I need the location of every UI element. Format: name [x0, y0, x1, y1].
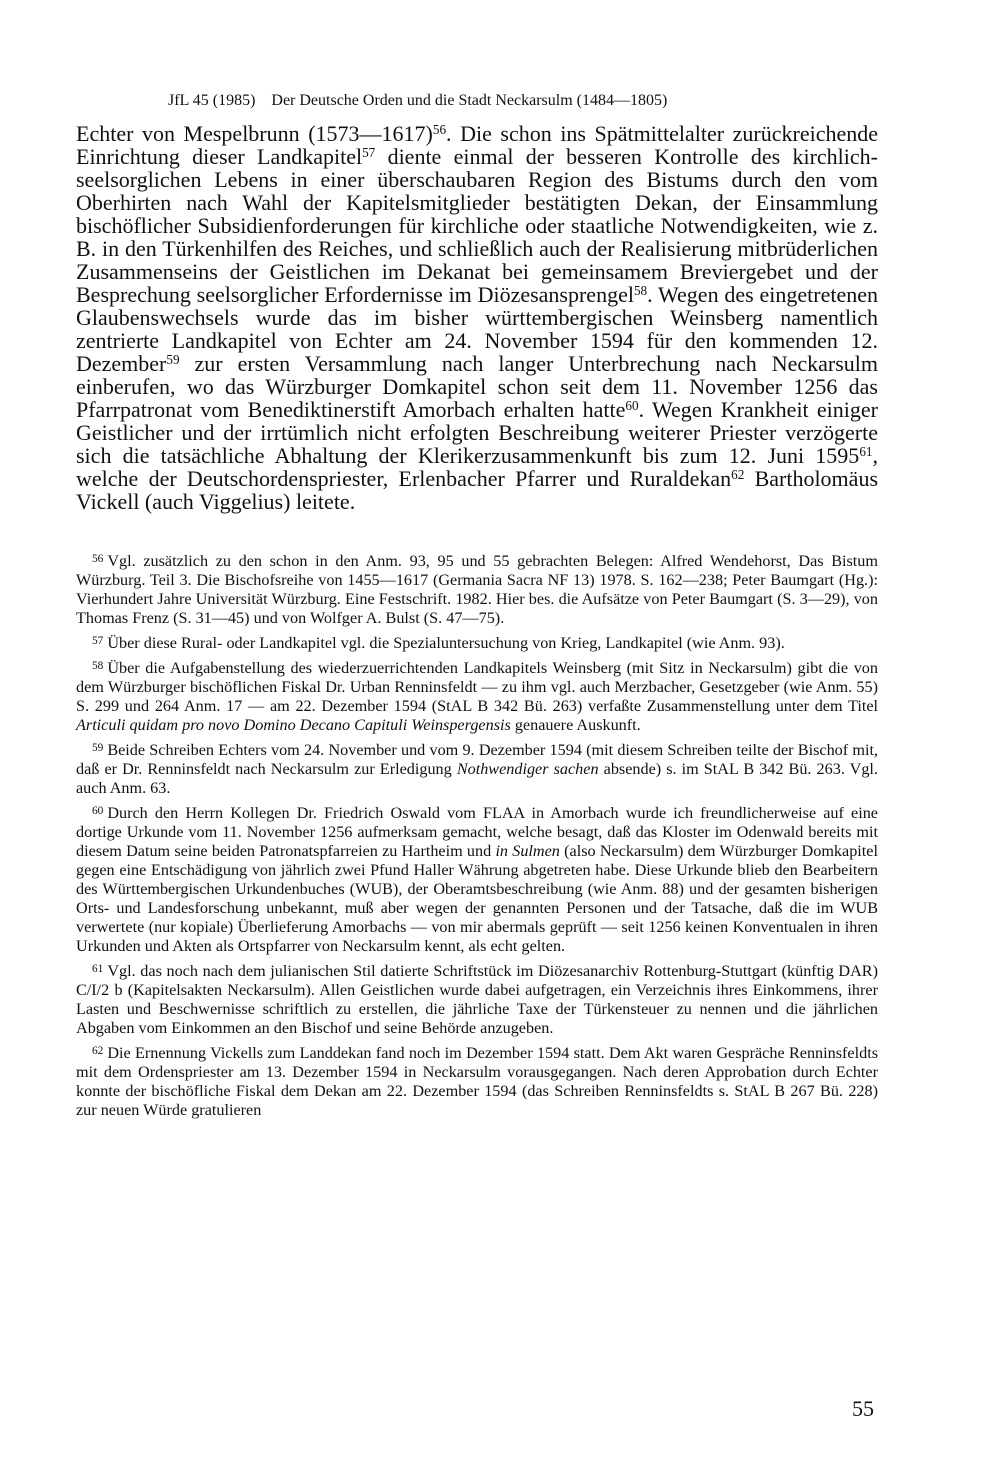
footnote-62 — [76, 1042, 878, 1120]
running-head — [168, 92, 878, 110]
footnote-number: 58 — [92, 659, 104, 672]
body-text-segment: zur ersten Versammlung nach langer Unterbrechung nach Neckarsulm einberufen, wo das Würzburger Domkapitel schon seit dem 11. November 1256 das Pfarrpatronat vom Benediktinerstift Amorbach erhalten hatte — [76, 351, 878, 422]
footnote-text: absende) s. im StAL B 342 Bü. 263. Vgl. auch Anm. 63. — [76, 759, 878, 797]
journal-citation: JfL 45 (1985) — [168, 92, 256, 109]
footnote-ref-61[interactable]: 61 — [859, 443, 873, 459]
footnote-number: 59 — [92, 741, 104, 754]
footnote-number: 57 — [92, 634, 104, 647]
footnote-58 — [76, 657, 878, 735]
footnote-number: 60 — [92, 804, 104, 817]
footnote-ref-59[interactable]: 59 — [166, 351, 180, 367]
footnote-57 — [76, 632, 878, 653]
footnote-56 — [76, 550, 878, 628]
footnote-number: 62 — [92, 1044, 104, 1057]
footnote-text: genauere Auskunft. — [510, 715, 641, 734]
footnote-text: Durch den Herrn Kollegen Dr. Friedrich Oswald vom FLAA in Amorbach wurde ich freundlicherweise auf eine dortige Urkunde vom 11. November 1256 aufmerksam gemacht, welche besagt, daß das Kloster im Odenwald bereits mit diesem Datum seine beiden Patronatspfarreien zu Hartheim und — [76, 803, 878, 860]
footnote-text: Beide Schreiben Echters vom 24. November und vom 9. Dezember 1594 (mit diesem Schreiben teilte der Bischof mit, daß er Dr. Renninsfeldt nach Neckarsulm zur Erledigung — [76, 740, 878, 778]
body-text-segment: . Die schon ins Spätmittelalter zurückreichende Einrichtung dieser Landkapitel — [76, 121, 878, 169]
footnote-ref-62[interactable]: 62 — [731, 466, 745, 482]
footnote-59 — [76, 739, 878, 798]
body-text-segment: . Wegen Krankheit einiger Geistlicher und der irrtümlich nicht erfolgten Beschreibung weiterer Priester verzögerte sich die tatsächliche Abhaltung der Klerikerzusammenkunft bis zum 12. Juni 1595 — [76, 397, 878, 468]
footnotes — [76, 550, 878, 1120]
page-content — [76, 92, 878, 1124]
footnote-61 — [76, 960, 878, 1038]
body-text-segment: . Wegen des eingetretenen Glaubenswechsels wurde das im bisher württembergischen Weinsberg namentlich zentrierte Landkapitel von Echter am 24. November 1594 für den kommenden 12. Dezember — [76, 282, 878, 376]
footnote-text: (also Neckarsulm) dem Würzburger Domkapitel gegen eine Entschädigung von jährlich zwei Pfund Haller Währung abgetreten habe. Diese Urkunde blieb den Bearbeitern des Württembergischen Urkundenbuches (WUB), der Oberamtsbeschreibung (wie Anm. 88) und der gesamten bisherigen Orts- und Landesforschung unbekannt, muß aber wegen der genannten Personen und der Tatsache, daß die im WUB verwertete (nur kopiale) Überlieferung Amorbachs — von mir abermals geprüft — seit 1256 keinen Konventualen in ihren Urkunden und Akten als Ortspfarrer von Neckarsulm kennt, als echt gelten. — [76, 841, 878, 955]
footnote-italic-quote: in Sulmen — [495, 841, 560, 860]
body-text-segment: diente einmal der besseren Kontrolle des kirchlich-seelsorglichen Lebens in einer überschaubaren Region des Bistums durch den vom Oberhirten nach Wahl der Kapitelsmitglieder bestätigten Dekan, der Einsammlung bischöflicher Subsidienforderungen für kirchliche oder staatliche Notwendigkeiten, wie z. B. in den Türkenhilfen des Reiches, und schließlich auch der Realisierung mitbrüderlichen Zusammenseins der Geistlichen im Dekanat bei gemeinsamem Breviergebet und der Besprechung seelsorglicher Erfordernisse im Diözesansprengel — [76, 144, 878, 307]
footnote-number: 61 — [92, 962, 104, 975]
footnote-60 — [76, 802, 878, 956]
body-text-segment: Bartholomäus Vickell (auch Viggelius) leitete. — [76, 466, 878, 514]
footnote-text: Die Ernennung Vickells zum Landdekan fand noch im Dezember 1594 statt. Dem Akt waren Gespräche Renninsfeldts mit dem Ordenspriester am 13. Dezember 1594 in Neckarsulm vorausgegangen. Nach deren Approbation durch Echter konnte der bischöfliche Fiskal dem Dekan am 22. Dezember 1594 (das Schreiben Renninsfeldts s. StAL B 267 Bü. 228) zur neuen Würde gratulieren — [76, 1043, 878, 1119]
article-title: Der Deutsche Orden und die Stadt Neckarsulm (1484—1805) — [271, 92, 668, 109]
footnote-text: Vgl. das noch nach dem julianischen Stil datierte Schriftstück im Diözesanarchiv Rottenburg-Stuttgart (künftig DAR) C/I/2 b (Kapitelsakten Neckarsulm). Allen Geistlichen wurde dabei aufgetragen, ein Verzeichnis ihres Einkommens, ihrer Lasten und Beschwernisse schriftlich zu erstellen, die jährliche Taxe der Türkensteuer zu nennen und die jährlichen Abgaben vom Einkommen an den Bischof und seine Behörde anzugeben. — [76, 961, 878, 1037]
footnote-text: Vgl. zusätzlich zu den schon in den Anm. 93, 95 und 55 gebrachten Belegen: Alfred Wendehorst, Das Bistum Würzburg. Teil 3. Die Bischofsreihe von 1455—1617 (Germania Sacra NF 13) 1978. S. 162—238; Peter Baumgart (Hg.): Vierhundert Jahre Universität Würzburg. Eine Festschrift. 1982. Hier bes. die Aufsätze von Peter Baumgart (S. 3—29), von Thomas Frenz (S. 31—45) und von Wolfger A. Bulst (S. 47—75). — [76, 551, 878, 627]
footnote-ref-60[interactable]: 60 — [625, 397, 639, 413]
footnote-italic-quote: Nothwendiger sachen — [456, 759, 599, 778]
footnote-ref-57[interactable]: 57 — [362, 144, 376, 160]
body-paragraph — [76, 122, 878, 513]
footnote-text: Über diese Rural- oder Landkapitel vgl. die Spezialuntersuchung von Krieg, Landkapitel (wie Anm. 93). — [107, 633, 785, 652]
footnote-ref-56[interactable]: 56 — [432, 121, 447, 137]
page-number: 55 — [852, 1396, 874, 1421]
footnote-text: Über die Aufgabenstellung des wiederzuerrichtenden Landkapitels Weinsberg (mit Sitz in Neckarsulm) gibt die von dem Würzburger bischöflichen Fiskal Dr. Urban Renninsfeldt — zu ihm vgl. auch Merzbacher, Gesetzgeber (wie Anm. 55) S. 299 und 264 Anm. 17 — am 22. Dezember 1594 (StAL B 342 Bü. 263) verfaßte Zusammenstellung unter dem Titel — [76, 658, 878, 715]
footnote-italic-title: Articuli quidam pro novo Domino Decano Capituli Weinspergensis — [76, 715, 511, 734]
body-text-segment: , welche der Deutschordenspriester, Erlenbacher Pfarrer und Ruraldekan — [76, 443, 878, 491]
footnote-ref-58[interactable]: 58 — [633, 282, 648, 298]
footnote-number: 56 — [92, 553, 104, 565]
body-text-segment: Echter von Mespelbrunn (1573—1617) — [76, 121, 433, 146]
